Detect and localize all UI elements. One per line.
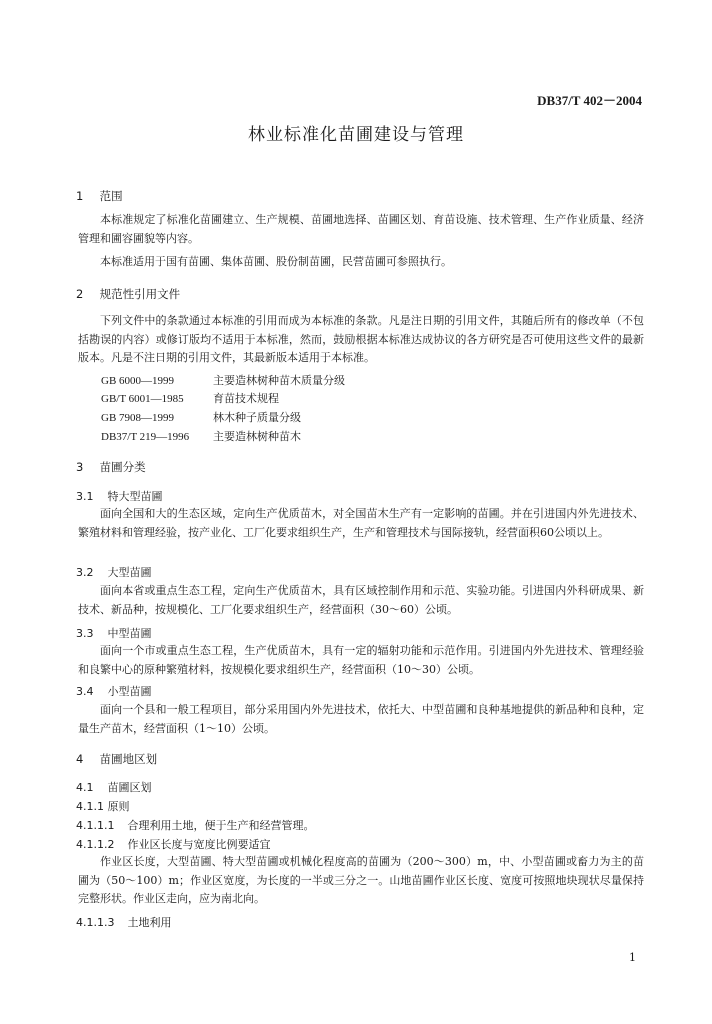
section-4-1-1-2-paragraph: 作业区长度，大型苗圃、特大型苗圃或机械化程度高的苗圃为（200～300）m，中、小型苗圃或畜力为主的苗圃为（50～100）m；作业区宽度，为长度的一半或三分之一。山地苗圃作业区长度、宽度可按照地块现状尽量保持完整形状。作业区走向，应为南北向。 [78, 855, 644, 905]
section-3-1-paragraph: 面向全国和大的生态区域，定向生产优质苗木，对全国苗木生产有一定影响的苗圃。并在引进国内外先进技术、繁殖材料和管理经验，按产业化、工厂化要求组织生产，生产和管理技术与国际接轨，经营面积60公顷以上。 [78, 507, 644, 539]
section-1-heading: 1 范围 [76, 189, 123, 203]
section-1-paragraph-2: 本标准适用于国有苗圃、集体苗圃、股份制苗圃，民营苗圃可参照执行。 [100, 255, 452, 268]
section-4-1-1-2-heading: 4.1.1.2 作业区长度与宽度比例要适宜 [76, 838, 271, 851]
page-title: 林业标准化苗圃建设与管理 [248, 125, 464, 145]
section-4-1-1-1-heading: 4.1.1.1 合理利用土地，便于生产和经营管理。 [76, 819, 315, 832]
section-4-1-1-heading: 4.1.1 原则 [76, 800, 130, 813]
section-4-1-1-3-heading: 4.1.1.3 土地利用 [76, 916, 172, 929]
section-1-paragraph-1: 本标准规定了标准化苗圃建立、生产规模、苗圃地选择、苗圃区划、育苗设施、技术管理、生产作业质量、经济管理和圃容圃貌等内容。 [78, 213, 644, 245]
section-3-4-paragraph: 面向一个县和一般工程项目，部分采用国内外先进技术，依托大、中型苗圃和良种基地提供的新品种和良种，定量生产苗木，经营面积（1～10）公顷。 [78, 703, 644, 735]
section-3-1-heading: 3.1 特大型苗圃 [76, 490, 163, 503]
section-3-2-paragraph: 面向本省或重点生态工程，定向生产优质苗木，具有区域控制作用和示范、实验功能。引进国内外科研成果、新技术、新品种，按规模化、工厂化要求组织生产，经营面积（30～60）公顷。 [78, 584, 644, 616]
page-number: 1 [629, 951, 636, 964]
section-4-1-heading: 4.1 苗圃区划 [76, 781, 152, 794]
reference-item: GB/T 6001—1985 育苗技术规程 [101, 392, 279, 405]
section-4-heading: 4 苗圃地区划 [76, 752, 158, 766]
reference-item: GB 7908—1999 林木种子质量分级 [101, 411, 301, 424]
section-3-heading: 3 苗圃分类 [76, 460, 146, 474]
section-3-3-heading: 3.3 中型苗圃 [76, 627, 152, 640]
section-2-paragraph: 下列文件中的条款通过本标准的引用而成为本标准的条款。凡是注日期的引用文件，其随后所有的修改单（不包括勘误的内容）或修订版均不适用于本标准，然而，鼓励根据本标准达成协议的各方研究是否可使用这些文件的最新版本。凡是不注日期的引用文件，其最新版本适用于本标准。 [78, 314, 644, 364]
reference-item: GB 6000—1999 主要造林树种苗木质量分级 [101, 374, 345, 387]
section-2-heading: 2 规范性引用文件 [76, 287, 181, 301]
reference-item: DB37/T 219—1996 主要造林树种苗木 [101, 430, 301, 443]
section-3-2-heading: 3.2 大型苗圃 [76, 566, 152, 579]
section-3-4-heading: 3.4 小型苗圃 [76, 685, 152, 698]
document-code: DB37/T 402－2004 [537, 93, 642, 108]
section-3-3-paragraph: 面向一个市或重点生态工程，生产优质苗木，具有一定的辐射功能和示范作用。引进国内外先进技术、管理经验和良繁中心的原种繁殖材料，按规模化要求组织生产，经营面积（10～30）公顷。 [78, 644, 644, 676]
